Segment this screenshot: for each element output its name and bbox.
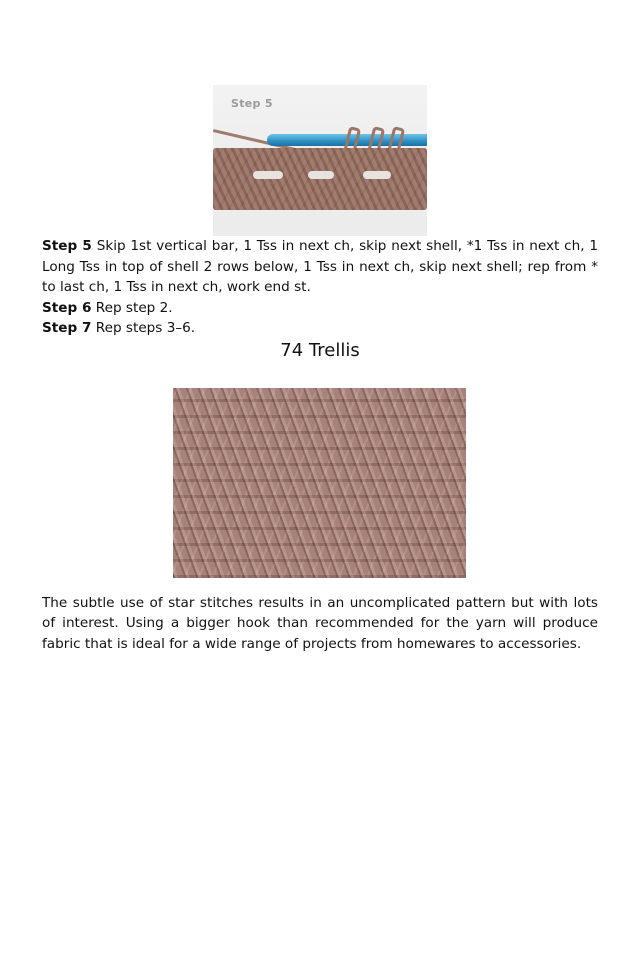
- step-5-photo: [213, 85, 427, 236]
- step-text: Skip 1st vertical bar, 1 Tss in next ch, skip next shell, *1 Tss in next ch, 1 Long Tss in top of shell 2 rows below, 1 Tss in next ch, skip next shell; rep from * to last ch, 1 Tss in next ch, work end st.: [42, 238, 598, 295]
- step-text: Rep steps 3–6.: [91, 320, 196, 336]
- step-text: Rep step 2.: [91, 299, 173, 316]
- fabric-gap: [253, 171, 283, 179]
- photo-step-label: Step 5: [231, 97, 273, 110]
- trellis-swatch-photo: [173, 388, 466, 578]
- step-paragraph: [42, 236, 598, 298]
- stitch-description: The subtle use of star stitches results in an uncomplicated pattern but with lots of interest. Using a bigger hook than recommended for the yarn will produce fabric that is ideal for a wide range of projects from homewares to accessories.: [42, 594, 598, 652]
- step-label: Step 6: [42, 299, 92, 316]
- step-paragraph: [42, 298, 598, 319]
- fabric-gap: [308, 171, 334, 179]
- step-label: Step 7: [42, 320, 92, 336]
- step-paragraph: [42, 318, 598, 339]
- section-title: 74 Trellis: [280, 340, 360, 361]
- fabric-gap: [363, 171, 391, 179]
- step-label: Step 5: [42, 238, 92, 254]
- pattern-instructions: [42, 236, 598, 339]
- fabric-row: [213, 148, 427, 210]
